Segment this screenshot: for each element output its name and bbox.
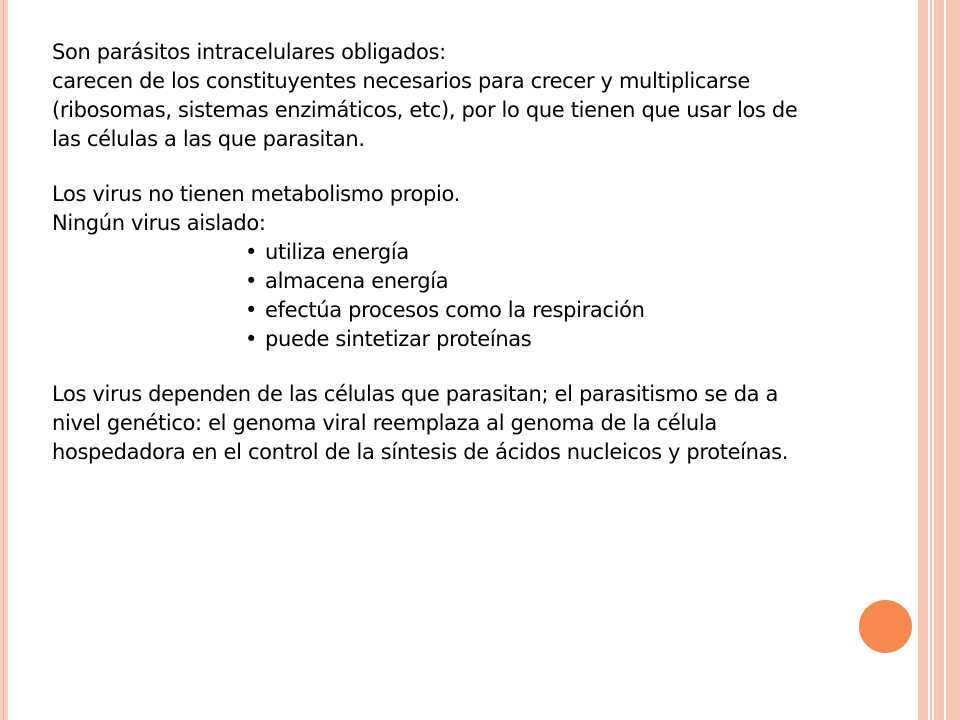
text-line: carecen de los constituyentes necesarios para crecer y multiplicarse <box>52 69 750 93</box>
bullet-item <box>245 238 918 267</box>
left-border-decoration <box>0 0 8 720</box>
bullet-icon: • <box>245 240 258 264</box>
bullet-text: almacena energía <box>265 269 449 293</box>
bullet-text: puede sintetizar proteínas <box>265 327 532 351</box>
slide-body <box>52 38 918 467</box>
accent-circle-decoration <box>857 598 914 655</box>
paragraph-spacer <box>52 354 918 380</box>
text-line: las células a las que parasitan. <box>52 127 365 151</box>
bullet-text: efectúa procesos como la respiración <box>265 298 645 322</box>
text-line: Son parásitos intracelulares obligados: <box>52 40 446 64</box>
text-line: hospedadora en el control de la síntesis de ácidos nucleicos y proteínas. <box>52 440 789 464</box>
paragraph-obligate-parasites <box>52 38 918 154</box>
bullet-text: utiliza energía <box>265 240 409 264</box>
bullet-item <box>245 325 918 354</box>
bullet-icon: • <box>245 327 258 351</box>
bullet-icon: • <box>245 298 258 322</box>
border-stripe <box>928 0 930 720</box>
text-line: (ribosomas, sistemas enzimáticos, etc), por lo que tienen que usar los de <box>52 98 798 122</box>
bullet-icon: • <box>245 269 258 293</box>
text-line: nivel genético: el genoma viral reemplaza al genoma de la célula <box>52 411 717 435</box>
text-line: Los virus no tienen metabolismo propio. <box>52 182 460 206</box>
border-stripe <box>944 0 946 720</box>
bullet-list <box>52 238 918 354</box>
paragraph-genetic-parasitism <box>52 380 918 467</box>
text-line: Ningún virus aislado: <box>52 211 266 235</box>
border-stripe <box>932 0 934 720</box>
paragraph-spacer <box>52 154 918 180</box>
right-border-decoration <box>918 0 960 720</box>
bullet-item <box>245 267 918 296</box>
text-line: Los virus dependen de las células que parasitan; el parasitismo se da a <box>52 382 779 406</box>
bullet-item <box>245 296 918 325</box>
paragraph-no-metabolism <box>52 180 918 354</box>
